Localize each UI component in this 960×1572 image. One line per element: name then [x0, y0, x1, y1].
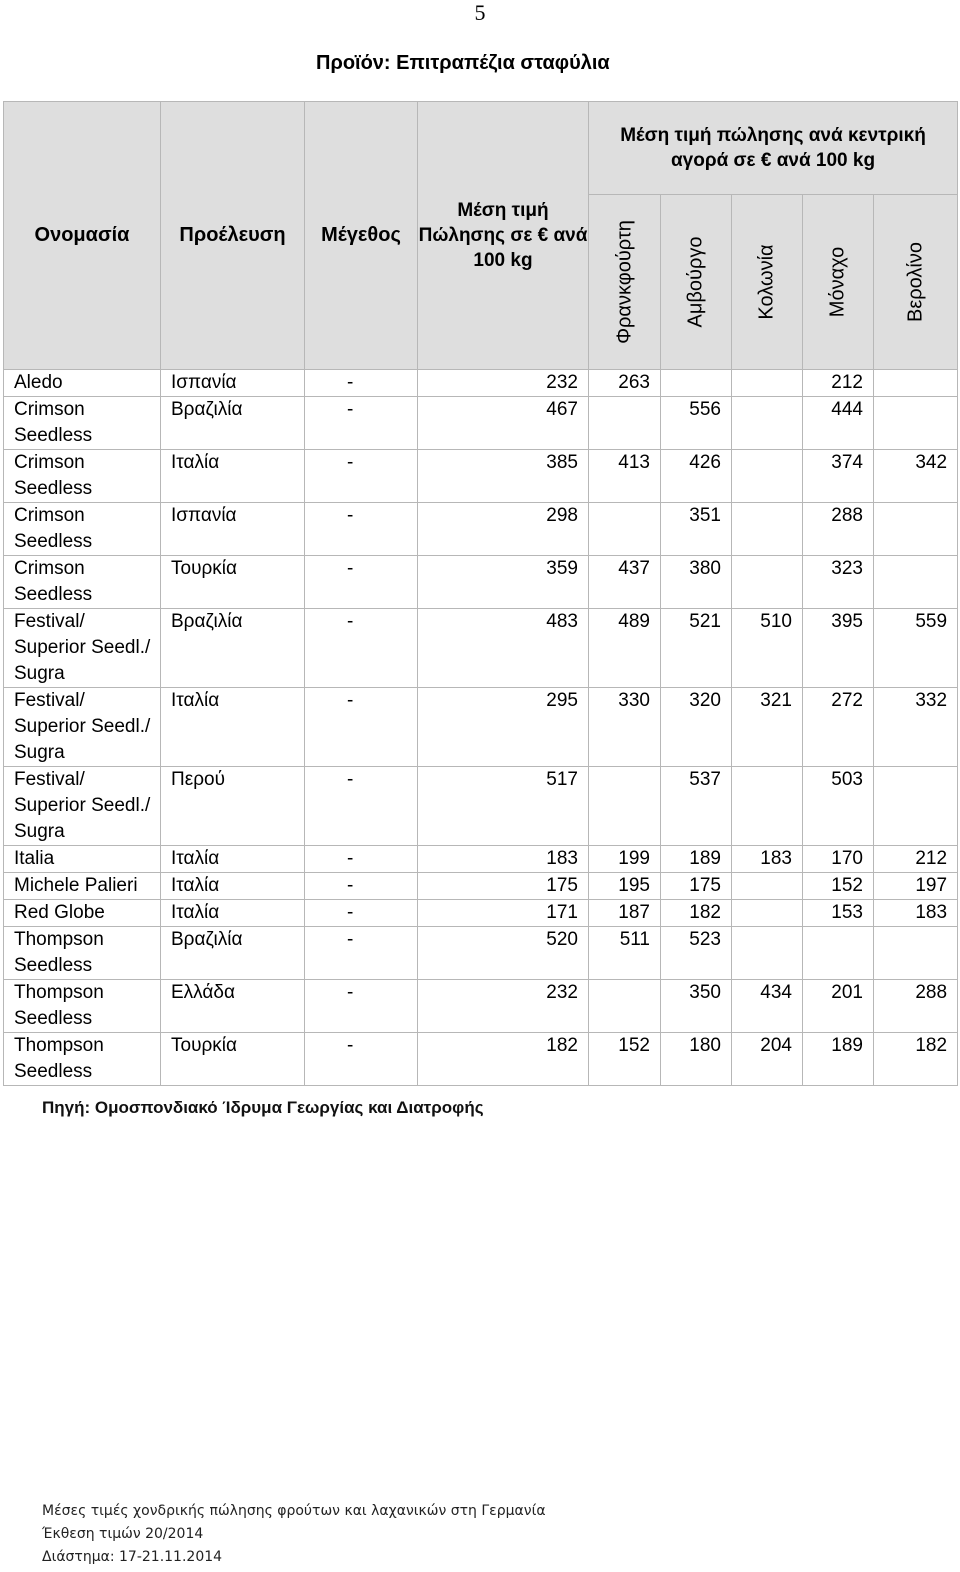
- cell-cologne: [732, 397, 803, 450]
- cell-cologne: [732, 503, 803, 556]
- header-market-munich: Μόναχο: [803, 195, 874, 370]
- cell-size: -: [305, 1033, 418, 1086]
- header-avg-price: Μέση τιμή Πώλησης σε € ανά 100 kg: [418, 102, 589, 370]
- cell-berlin: 197: [874, 873, 958, 900]
- cell-hamburg: 182: [661, 900, 732, 927]
- table-row: [4, 900, 958, 927]
- table-row: [4, 450, 958, 503]
- cell-berlin: 332: [874, 688, 958, 767]
- cell-origin: Ισπανία: [161, 503, 305, 556]
- cell-cologne: 183: [732, 846, 803, 873]
- cell-avg-price: 359: [418, 556, 589, 609]
- cell-frankfurt: 511: [589, 927, 661, 980]
- cell-frankfurt: 489: [589, 609, 661, 688]
- table-row: [4, 688, 958, 767]
- cell-cologne: [732, 556, 803, 609]
- cell-frankfurt: [589, 767, 661, 846]
- header-market-berlin: Βερολίνο: [874, 195, 958, 370]
- cell-frankfurt: 187: [589, 900, 661, 927]
- cell-berlin: [874, 927, 958, 980]
- cell-size: -: [305, 450, 418, 503]
- cell-size: -: [305, 556, 418, 609]
- footer-line-2: Έκθεση τιμών 20/2014: [42, 1526, 204, 1542]
- cell-size: -: [305, 927, 418, 980]
- table-row: [4, 846, 958, 873]
- cell-berlin: 182: [874, 1033, 958, 1086]
- cell-name: Italia: [4, 846, 161, 873]
- cell-size: -: [305, 397, 418, 450]
- cell-size: -: [305, 900, 418, 927]
- table-row: [4, 503, 958, 556]
- header-market-group: Μέση τιμή πώλησης ανά κεντρική αγορά σε € ανά 100 kg: [589, 102, 958, 195]
- cell-origin: Ελλάδα: [161, 980, 305, 1033]
- cell-origin: Βραζιλία: [161, 609, 305, 688]
- table-row: [4, 767, 958, 846]
- header-size: Μέγεθος: [305, 102, 418, 370]
- cell-cologne: 321: [732, 688, 803, 767]
- cell-name: Festival/ Superior Seedl./ Sugra: [4, 688, 161, 767]
- cell-cologne: 204: [732, 1033, 803, 1086]
- cell-origin: Ιταλία: [161, 450, 305, 503]
- cell-name: Thompson Seedless: [4, 1033, 161, 1086]
- table-row: [4, 397, 958, 450]
- cell-origin: Ιταλία: [161, 900, 305, 927]
- cell-frankfurt: 263: [589, 370, 661, 397]
- cell-munich: 374: [803, 450, 874, 503]
- table-row: [4, 556, 958, 609]
- footer-line-3: Διάστημα: 17-21.11.2014: [42, 1549, 223, 1565]
- cell-avg-price: 483: [418, 609, 589, 688]
- cell-frankfurt: 195: [589, 873, 661, 900]
- table-row: [4, 1033, 958, 1086]
- cell-munich: 212: [803, 370, 874, 397]
- cell-munich: 189: [803, 1033, 874, 1086]
- cell-frankfurt: 413: [589, 450, 661, 503]
- cell-frankfurt: [589, 980, 661, 1033]
- cell-hamburg: 350: [661, 980, 732, 1033]
- cell-cologne: [732, 927, 803, 980]
- cell-size: -: [305, 688, 418, 767]
- cell-avg-price: 467: [418, 397, 589, 450]
- cell-size: -: [305, 846, 418, 873]
- cell-munich: 288: [803, 503, 874, 556]
- cell-berlin: 212: [874, 846, 958, 873]
- cell-berlin: [874, 503, 958, 556]
- cell-munich: 272: [803, 688, 874, 767]
- cell-frankfurt: 152: [589, 1033, 661, 1086]
- cell-name: Festival/ Superior Seedl./ Sugra: [4, 609, 161, 688]
- table-row: [4, 980, 958, 1033]
- cell-name: Thompson Seedless: [4, 980, 161, 1033]
- cell-cologne: [732, 873, 803, 900]
- table-row: [4, 873, 958, 900]
- source-note: Πηγή: Ομοσπονδιακό Ίδρυμα Γεωργίας και Διατροφής: [42, 1098, 484, 1117]
- cell-avg-price: 175: [418, 873, 589, 900]
- cell-frankfurt: 199: [589, 846, 661, 873]
- cell-hamburg: 175: [661, 873, 732, 900]
- cell-name: Thompson Seedless: [4, 927, 161, 980]
- cell-munich: 444: [803, 397, 874, 450]
- table-body: [4, 370, 958, 1086]
- cell-avg-price: 171: [418, 900, 589, 927]
- cell-hamburg: 180: [661, 1033, 732, 1086]
- cell-origin: Ιταλία: [161, 846, 305, 873]
- cell-cologne: [732, 450, 803, 503]
- cell-cologne: [732, 900, 803, 927]
- cell-munich: [803, 927, 874, 980]
- cell-avg-price: 232: [418, 370, 589, 397]
- header-origin: Προέλευση: [161, 102, 305, 370]
- cell-name: Crimson Seedless: [4, 450, 161, 503]
- cell-munich: 152: [803, 873, 874, 900]
- cell-hamburg: 320: [661, 688, 732, 767]
- table-row: [4, 370, 958, 397]
- cell-origin: Τουρκία: [161, 556, 305, 609]
- cell-berlin: 288: [874, 980, 958, 1033]
- cell-hamburg: [661, 370, 732, 397]
- cell-hamburg: 537: [661, 767, 732, 846]
- table-row: [4, 927, 958, 980]
- cell-munich: 201: [803, 980, 874, 1033]
- cell-name: Aledo: [4, 370, 161, 397]
- cell-hamburg: 351: [661, 503, 732, 556]
- price-table: [3, 101, 958, 1086]
- cell-avg-price: 183: [418, 846, 589, 873]
- cell-name: Crimson Seedless: [4, 503, 161, 556]
- cell-name: Crimson Seedless: [4, 397, 161, 450]
- cell-frankfurt: [589, 397, 661, 450]
- cell-name: Festival/ Superior Seedl./ Sugra: [4, 767, 161, 846]
- cell-munich: 153: [803, 900, 874, 927]
- cell-origin: Περού: [161, 767, 305, 846]
- table-row: [4, 609, 958, 688]
- page-footer: [42, 1500, 546, 1569]
- cell-name: Crimson Seedless: [4, 556, 161, 609]
- cell-berlin: 342: [874, 450, 958, 503]
- cell-origin: Βραζιλία: [161, 397, 305, 450]
- cell-avg-price: 385: [418, 450, 589, 503]
- cell-avg-price: 298: [418, 503, 589, 556]
- cell-size: -: [305, 503, 418, 556]
- cell-size: -: [305, 609, 418, 688]
- cell-hamburg: 556: [661, 397, 732, 450]
- cell-origin: Τουρκία: [161, 1033, 305, 1086]
- cell-munich: 323: [803, 556, 874, 609]
- cell-cologne: 510: [732, 609, 803, 688]
- header-market-frankfurt: Φρανκφούρτη: [589, 195, 661, 370]
- page-title: Προϊόν: Επιτραπέζια σταφύλια: [316, 52, 610, 74]
- cell-cologne: 434: [732, 980, 803, 1033]
- cell-hamburg: 521: [661, 609, 732, 688]
- page-number: 5: [474, 0, 486, 25]
- cell-hamburg: 380: [661, 556, 732, 609]
- cell-hamburg: 426: [661, 450, 732, 503]
- cell-berlin: 183: [874, 900, 958, 927]
- cell-avg-price: 520: [418, 927, 589, 980]
- cell-hamburg: 189: [661, 846, 732, 873]
- cell-hamburg: 523: [661, 927, 732, 980]
- cell-origin: Ιταλία: [161, 688, 305, 767]
- cell-avg-price: 232: [418, 980, 589, 1033]
- cell-origin: Ισπανία: [161, 370, 305, 397]
- cell-origin: Βραζιλία: [161, 927, 305, 980]
- cell-frankfurt: 330: [589, 688, 661, 767]
- footer-line-1: Μέσες τιμές χονδρικής πώλησης φρούτων και λαχανικών στη Γερμανία: [42, 1503, 546, 1519]
- cell-berlin: [874, 370, 958, 397]
- cell-cologne: [732, 370, 803, 397]
- cell-origin: Ιταλία: [161, 873, 305, 900]
- cell-name: Michele Palieri: [4, 873, 161, 900]
- cell-frankfurt: [589, 503, 661, 556]
- cell-munich: 170: [803, 846, 874, 873]
- cell-avg-price: 182: [418, 1033, 589, 1086]
- cell-size: -: [305, 873, 418, 900]
- cell-munich: 395: [803, 609, 874, 688]
- cell-size: -: [305, 767, 418, 846]
- cell-avg-price: 517: [418, 767, 589, 846]
- cell-size: -: [305, 370, 418, 397]
- header-market-hamburg: Αμβούργο: [661, 195, 732, 370]
- cell-munich: 503: [803, 767, 874, 846]
- cell-berlin: [874, 556, 958, 609]
- cell-frankfurt: 437: [589, 556, 661, 609]
- header-market-cologne: Κολωνία: [732, 195, 803, 370]
- cell-berlin: 559: [874, 609, 958, 688]
- cell-berlin: [874, 397, 958, 450]
- cell-size: -: [305, 980, 418, 1033]
- cell-name: Red Globe: [4, 900, 161, 927]
- cell-avg-price: 295: [418, 688, 589, 767]
- header-name: Ονομασία: [4, 102, 161, 370]
- cell-berlin: [874, 767, 958, 846]
- cell-cologne: [732, 767, 803, 846]
